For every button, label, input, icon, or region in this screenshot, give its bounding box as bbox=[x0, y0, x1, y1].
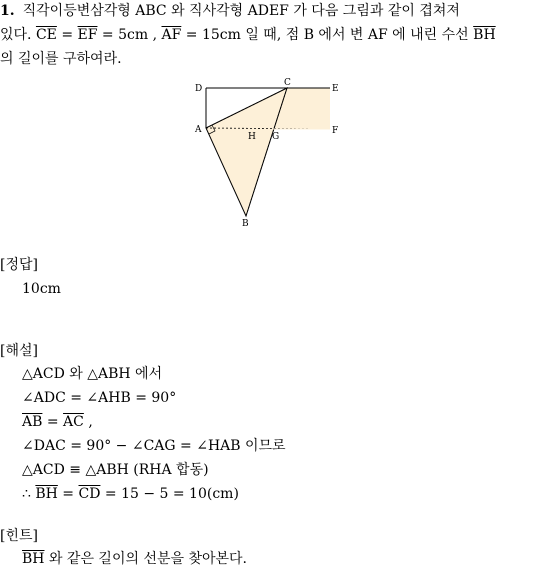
explanation-result: = 15 − 5 = 10(cm) bbox=[100, 486, 239, 502]
segment-ef: $\overline{EF}$ bbox=[77, 27, 98, 43]
label-b: B bbox=[242, 219, 249, 228]
explanation-line-5: △ACD ≡ △ABH (RHA 합동) bbox=[22, 462, 209, 478]
explanation-comma: , bbox=[83, 414, 93, 430]
problem-text-2c: = 5cm , bbox=[97, 27, 162, 43]
segment-cd: $\overline{CD}$ bbox=[78, 486, 101, 502]
label-a: A bbox=[195, 125, 202, 135]
segment-ab: $\overline{AB}$ bbox=[22, 414, 43, 430]
problem-line-2 bbox=[0, 26, 496, 44]
geometry-figure bbox=[190, 76, 350, 228]
explanation-line-2: ∠ADC = ∠AHB = 90° bbox=[22, 390, 177, 406]
segment-ac: $\overline{AC}$ bbox=[63, 414, 84, 430]
segment-af: $\overline{AF}$ bbox=[161, 27, 182, 43]
hint-segment-bh: $\overline{BH}$ bbox=[22, 551, 45, 567]
problem-text-2d: = 15cm 일 때, 점 B 에서 변 AF 에 내린 수선 bbox=[181, 27, 474, 43]
label-h: H bbox=[248, 132, 256, 142]
answer-value: 10cm bbox=[22, 281, 61, 297]
problem-number: 1. bbox=[0, 3, 15, 19]
triangle-abc bbox=[206, 88, 287, 216]
segment-ce: $\overline{CE}$ bbox=[35, 27, 57, 43]
problem-text-2a: 있다. bbox=[0, 27, 36, 43]
problem-text-2b: = bbox=[56, 27, 78, 43]
label-d: D bbox=[195, 84, 203, 94]
problem-line-1 bbox=[0, 2, 460, 20]
explanation-line-1: △ACD 와 △ABH 에서 bbox=[22, 366, 163, 382]
label-f: F bbox=[332, 126, 339, 136]
explanation-equals-2: = bbox=[57, 486, 79, 502]
problem-text-3: 의 길이를 구하여라. bbox=[0, 51, 122, 67]
explanation-equals: = bbox=[42, 414, 64, 430]
hint-text: 와 같은 길이의 선분을 찾아본다. bbox=[44, 551, 248, 567]
therefore-symbol: ∴ bbox=[22, 486, 36, 502]
explanation-line-6 bbox=[22, 485, 239, 503]
label-g: G bbox=[272, 132, 280, 142]
segment-bh-result: $\overline{BH}$ bbox=[35, 486, 58, 502]
answer-heading: [정답] bbox=[0, 257, 38, 273]
problem-text-1: 직각이등변삼각형 ABC 와 직사각형 ADEF 가 다음 그림과 같이 겹쳐져 bbox=[22, 3, 460, 19]
segment-bh: $\overline{BH}$ bbox=[473, 27, 496, 43]
explanation-line-4: ∠DAC = 90° − ∠CAG = ∠HAB 이므로 bbox=[22, 438, 286, 454]
label-e: E bbox=[332, 84, 339, 94]
label-c: C bbox=[284, 78, 291, 88]
problem-line-3 bbox=[0, 50, 122, 68]
hint-line bbox=[22, 550, 247, 568]
explanation-line-3 bbox=[22, 413, 93, 431]
explanation-heading: [해설] bbox=[0, 343, 38, 359]
hint-heading: [힌트] bbox=[0, 528, 38, 544]
